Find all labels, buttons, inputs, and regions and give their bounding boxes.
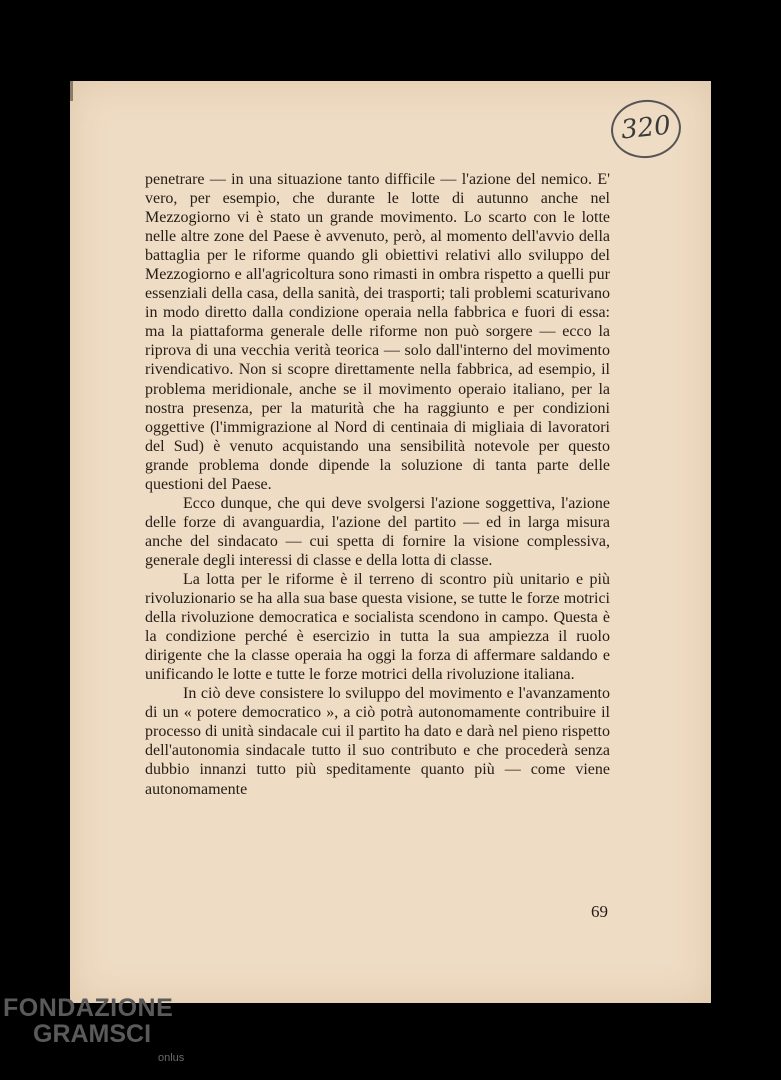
logo-line-2: GRAMSCI — [33, 1020, 152, 1048]
paragraph-3: La lotta per le riforme è il terreno di scontro più unitario e più rivoluzionario se ha alla sua base questa visione, se tutte le forze motrici della rivoluzione democratica e socialista scendono in campo. Questa è la condizione perché è esercizio in tutta la sua ampiezza il ruolo dirigente che la classe operaia ha oggi la forza di affermare saldando e unificando le lotte e tutte le forze motrici della rivoluzione italiana. — [145, 570, 610, 684]
paragraph-2: Ecco dunque, che qui deve svolgersi l'azione soggettiva, l'azione delle forze di avanguardia, l'azione del partito — ed in larga misura anche del sindacato — cui spetta di fornire la visione complessiva, generale degli interessi di classe e della lotta di classe. — [145, 494, 610, 569]
logo-suffix: onlus — [158, 1052, 185, 1064]
logo-line-1: FONDAZIONE — [3, 994, 174, 1022]
page-number: 69 — [591, 902, 608, 921]
page-binding-edge — [70, 81, 73, 101]
body-text — [145, 170, 610, 799]
fondazione-gramsci-logo — [3, 994, 193, 1074]
paragraph-4: In ciò deve consistere lo sviluppo del movimento e l'avanzamento di un « potere democratico », a ciò potrà autonomamente contribuire il processo di unità sindacale cui il partito ha dato e darà nel pieno rispetto dell'autonomia sindacale tutto il suo contributo e che procederà senza dubbio innanzi tutto più speditamente quanto più — come viene autonomamente — [145, 685, 610, 798]
handwritten-page-number: 320 — [608, 97, 684, 162]
paragraph-1: penetrare — in una situazione tanto difficile — l'azione del nemico. E' vero, per esempio, che durante le lotte di autunno anche nel Mezzogiorno vi è stato un grande movimento. Lo scarto con le lotte nelle altre zone del Paese è avvenuto, però, al momento dell'avvio della battaglia per le riforme quando gli obiettivi relativi allo sviluppo del Mezzogiorno e all'agricoltura sono rimasti in ombra rispetto a quelli pur essenziali della casa, della sanità, dei trasporti; tali problemi scaturivano in modo diretto dalla condizione operaia nella fabbrica e fuori di essa: ma la piattaforma generale delle riforme non può sorgere — ecco la riprova di una vecchia verità teorica — solo dall'interno del movimento rivendicativo. Non si scopre direttamente nella fabbrica, ad esempio, il problema meridionale, anche se il movimento operaio italiano, per la nostra presenza, per la maturità che ha raggiunto e per condizioni oggettive (l'immigrazione al Nord di centinaia di migliaia di lavoratori del Sud) è venuto acquistando una sensibilità notevole per questo grande problema donde dipende la soluzione di tanta parte delle questioni del Paese. — [145, 171, 610, 493]
